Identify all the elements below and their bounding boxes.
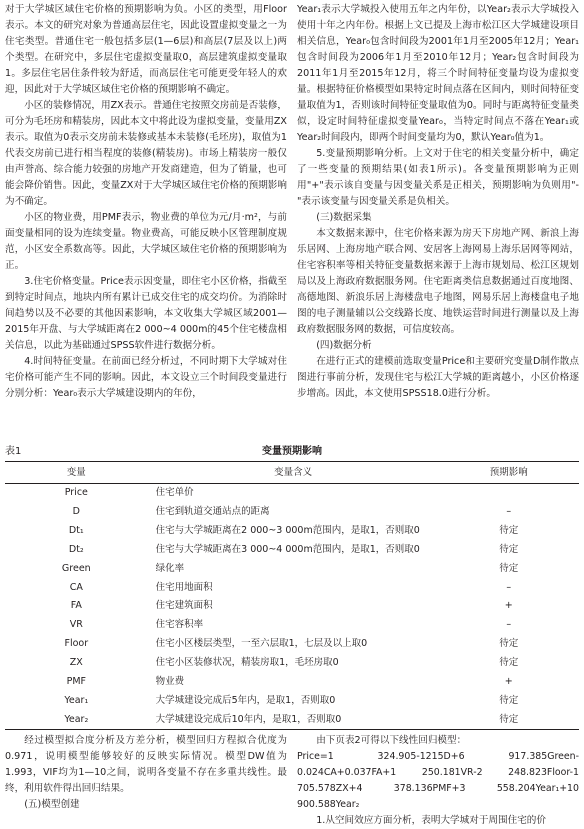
variable-cell: CA <box>69 581 83 593</box>
variable-cell: Dt₁ <box>68 525 84 537</box>
table-row <box>5 578 579 597</box>
meaning-text: 住宅建筑面积 <box>155 600 213 612</box>
column-header: 变量含义 <box>148 462 439 484</box>
meaning-text: 物业费 <box>155 675 185 687</box>
section-heading: (五)模型创建 <box>24 799 80 810</box>
effect-cell: – <box>506 619 512 631</box>
meaning-cell <box>148 654 439 673</box>
effect-cell: 待定 <box>499 543 519 555</box>
meaning-text: 住宅用地面积 <box>155 581 213 593</box>
paragraph: 对于大学城区域住宅价格的预期影响为负。小区的类型，用Floor表示。本文的研究对象为普通高层住宅，因此设置虚拟变量之一为住宅类型。普通住宅一般包括多层(1—6层)和高层(7层及以上)两个类型。在研究中，多层住宅虚拟变量取0，高层建筑虚拟变量取1。多层住宅居住条件较为舒适，而高层住宅可能更受年轻人的欢迎，因此对于大学城区域住宅价格的预期影响不确定。 <box>5 4 287 95</box>
meaning-cell <box>148 578 439 597</box>
table-row <box>5 635 579 654</box>
effect-cell: + <box>504 600 513 612</box>
effect-cell: – <box>506 581 512 593</box>
effect-cell <box>439 484 579 503</box>
meaning-text: 大学城建设完成后10年内，是取1，否则取0 <box>155 713 342 725</box>
regression-equation: Price=1 324.905-1215D+6 917.385Green-0.024CA+0.037FA+1 250.181VR-2 248.823Floor-1 705.578ZX+4 378.136PMF+3 558.204Year₁+10 900.588Year₂ <box>297 751 579 810</box>
effect-cell: 待定 <box>499 638 519 650</box>
column-header: 预期影响 <box>439 462 579 484</box>
effect-cell: 待定 <box>499 525 519 537</box>
paragraph: 小区的装修情况，用ZX表示。普通住宅按照交房前是否装修，可分为毛坯房和精装房，因此本文中将此设为虚拟变量，变量用ZX表示。取值为0表示交房前未装修或基本未装修(毛坯房)，取值为1代表交房前已进行相当程度的装修(精装房)。市场上精装房一般仅由声誉高、综合能力较强的房地产开发商建造，但为了销量，也可能会降价销售。因此，变量ZX对于大学城区域住宅价格的预期影响为不确定。 <box>5 100 287 207</box>
table-row <box>5 710 579 729</box>
bottom-left-text <box>5 733 287 813</box>
paragraph: 4.时间特征变量。在前面已经分析过，不同时期下大学城对住宅价格可能产生不同的影响。因此，本文设立三个时间段变量进行分别分析：Year₀表示大学城建设期内的年份， <box>5 356 287 399</box>
variable-cell: D <box>72 506 80 518</box>
variable-cell: Green <box>61 562 91 574</box>
paragraph: 由下页表2可得以下线性回归模型： <box>316 735 467 746</box>
meaning-cell <box>148 541 439 560</box>
meaning-text: 住宅与大学城距离在2 000~3 000m范围内，是取1，否则取0 <box>155 525 420 537</box>
table-row <box>5 484 579 503</box>
effect-cell: 待定 <box>499 694 519 706</box>
paragraph: 1.从空间效应方面分析，表明大学城对于周围住宅的价 <box>316 815 546 826</box>
meaning-text: 大学城建设完成后5年内，是取1，否则取0 <box>155 694 336 706</box>
section-heading: (三)数据采集 <box>316 212 372 223</box>
variable-cell: FA <box>70 600 82 612</box>
paragraph: 小区的物业费，用PMF表示，物业费的单位为元/月·m²，与前面变量相同的设为连续变量。物业费高，可能反映小区管理制度规范，小区安全系数高等。因此，大学城区域住宅价格的预期影响为正。 <box>5 212 287 271</box>
meaning-cell <box>148 710 439 729</box>
meaning-text: 住宅小区楼层类型，一至六层取1，七层及以上取0 <box>155 638 368 650</box>
variables-table <box>5 461 579 730</box>
meaning-text: 住宅容积率 <box>155 619 204 631</box>
meaning-cell <box>148 691 439 710</box>
variable-cell: Dt₂ <box>68 543 84 555</box>
paragraph: 3.住宅价格变量。Price表示因变量，即住宅小区价格，指截至到特定时间点，地块内所有累计已成交住宅的成交均价。为消除时间趋势以及不必要的其他因素影响，本文收集大学城区域2001—2015年开盘、与大学城距离在2 000~4 000m的45个住宅楼盘相关信息，以此为基础通过SPSS软件进行数据分析。 <box>5 276 287 351</box>
variable-cell: Year₂ <box>5 710 148 729</box>
meaning-cell <box>148 484 439 503</box>
meaning-cell <box>148 522 439 541</box>
meaning-text: 住宅单价 <box>155 487 194 499</box>
meaning-cell <box>148 597 439 616</box>
meaning-text: 绿化率 <box>155 562 185 574</box>
table-row <box>5 541 579 560</box>
variable-cell: Price <box>64 487 88 499</box>
paragraph: 经过模型拟合度分析及方差分析，模型回归方程拟合优度为0.971，说明模型能够较好的反映实际情况。模型DW值为1.993，VIF均为1—10之间，说明各变量不存在多重共线性。最终，利用软件得出回归结果。 <box>5 735 287 794</box>
meaning-text: 住宅到轨道交通站点的距离 <box>155 506 270 518</box>
variable-cell: ZX <box>69 657 83 669</box>
table-caption <box>5 444 579 460</box>
table-body <box>5 484 579 730</box>
table-row <box>5 654 579 673</box>
section-heading: (四)数据分析 <box>316 340 372 351</box>
table-header-row <box>5 462 579 484</box>
table-row <box>5 522 579 541</box>
table-title: 变量预期影响 <box>262 446 322 457</box>
effect-cell: + <box>504 675 513 687</box>
paragraph: Year₁表示大学城投入使用五年之内年份，以Year₂表示大学城投入使用十年之内年份。根据上文已提及上海市松江区大学城建设项目相关信息，Year₀包含时间段为2001年1月至2005年12月；Year₁包含时间段为2006年1月至2010年12月；Year₂包含时间段为2011年1月至2015年12月，将三个时间特征变量均设为虚拟变量。根据特征价格模型如果特定时间点落在区间内，则时间特征变量取值为1，否则该时间特征变量取值为0。同时与距离特征变量类似，设定时间特征虚拟变量Year₀，当特定时间点不落在Year₁或Year₂时间段内，即两个时间变量均为0，默认Year₀值为1。 <box>297 4 579 143</box>
table-row <box>5 691 579 710</box>
paragraph: 本文数据来源中，住宅价格来源为房天下房地产网、新浪上海乐居网、上海房地产联合网、安居客上海网易上海乐居网等网站，住宅容积率等相关特征变量数据来源于上海市规划局、松江区规划局以及上海政府数据服务网。住宅距离类信息数据通过百度地图、高德地图、新浪乐居上海楼盘电子地图，网易乐居上海楼盘电子地图的电子测量辅以公交线路长度、地铁运营时间进行测量以及上海政府数据服务网的数据，可信度较高。 <box>297 228 579 335</box>
variable-cell: VR <box>69 619 83 631</box>
column-header: 变量 <box>5 462 148 484</box>
effect-cell: 待定 <box>499 657 519 669</box>
table-row <box>5 559 579 578</box>
meaning-text: 住宅小区装修状况，精装房取1，毛坯房取0 <box>155 657 339 669</box>
left-text-column <box>5 2 287 402</box>
variable-cell: PMF <box>66 675 86 687</box>
right-text-column <box>297 2 579 402</box>
table-row <box>5 597 579 616</box>
meaning-cell <box>148 616 439 635</box>
table-row <box>5 616 579 635</box>
table-row <box>5 503 579 522</box>
meaning-cell <box>148 503 439 522</box>
effect-cell: 待定 <box>439 710 579 729</box>
meaning-text: 住宅与大学城距离在3 000~4 000m范围内，是取1，否则取0 <box>155 543 420 555</box>
paragraph: 在进行正式的建模前选取变量Price和主要研究变量D制作散点图进行事前分析，发现住宅与松江大学城的距离越小，小区价格逐步增高。因此，本文使用SPSS18.0进行分析。 <box>297 356 579 399</box>
meaning-cell <box>148 672 439 691</box>
variable-cell: Year₁ <box>64 694 89 706</box>
variable-cell: Floor <box>64 638 89 650</box>
effect-cell: – <box>506 506 512 518</box>
bottom-right-text <box>297 733 579 829</box>
meaning-cell <box>148 635 439 654</box>
effect-cell: 待定 <box>499 562 519 574</box>
meaning-cell <box>148 559 439 578</box>
table-number: 表1 <box>5 446 22 457</box>
table-row <box>5 672 579 691</box>
paragraph: 5.变量预期影响分析。上文对于住宅的相关变量分析中，确定了一些变量的预期结果(如表1所示)。各变量预期影响为正则用"+"表示该自变量与因变量关系是正相关，预期影响为负则用"-"表示该变量与因变量关系是负相关。 <box>297 148 579 207</box>
